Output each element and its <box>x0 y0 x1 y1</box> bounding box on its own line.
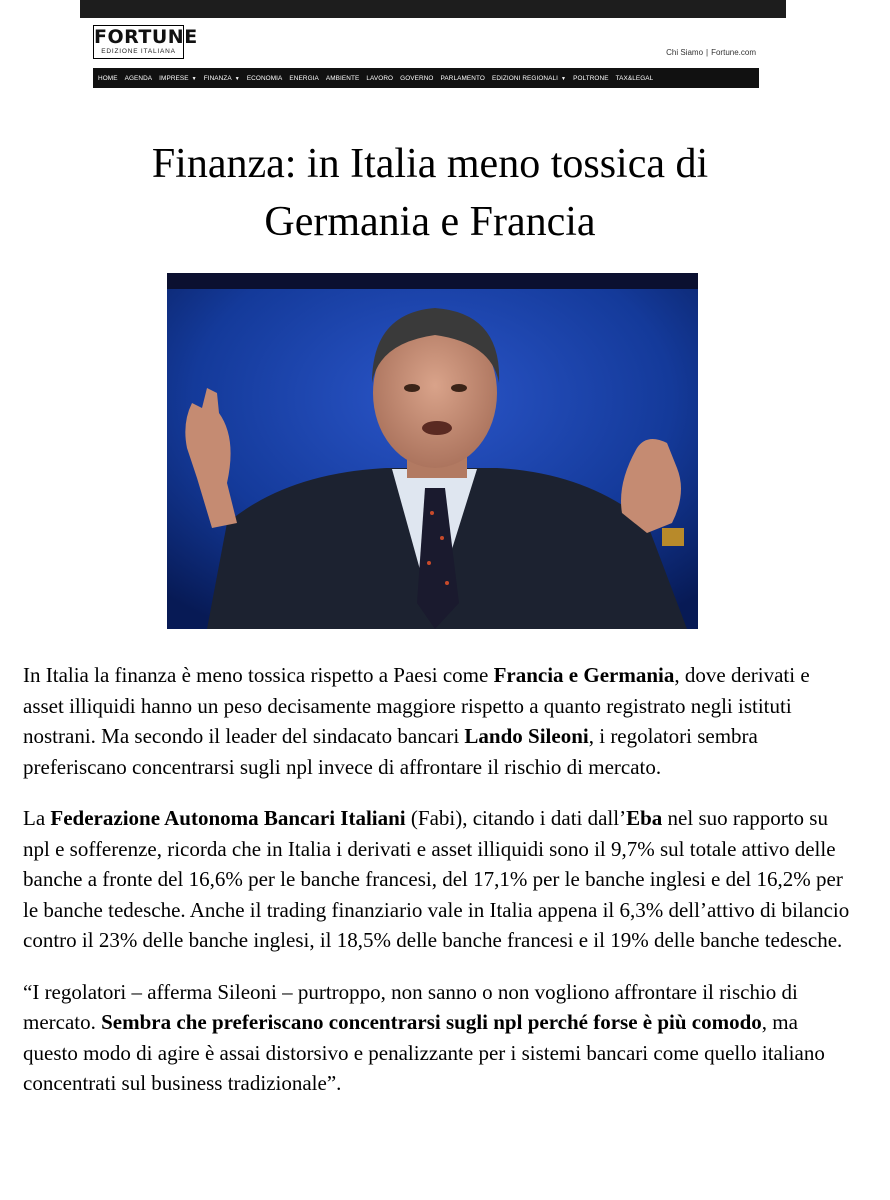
body-text: In Italia la finanza è meno tossica rispetto a Paesi come <box>23 663 494 687</box>
nav-item-energia[interactable] <box>289 75 318 82</box>
nav-item-label: POLTRONE <box>573 74 609 82</box>
title-line-1: Finanza: in Italia meno tossica di <box>151 141 709 187</box>
article-body <box>23 660 853 1120</box>
fortune-logo[interactable] <box>93 25 198 59</box>
main-nav <box>93 68 759 88</box>
link-chi-siamo[interactable]: Chi Siamo <box>666 48 704 57</box>
nav-item-label: FINANZA <box>203 74 232 82</box>
nav-item-poltrone[interactable] <box>573 75 608 82</box>
article-paragraph-1 <box>23 660 853 782</box>
nav-item-imprese[interactable] <box>159 75 197 82</box>
bold-text: Eba <box>626 806 663 830</box>
nav-item-label: IMPRESE <box>159 74 189 82</box>
link-fortune-com[interactable]: Fortune.com <box>711 48 756 57</box>
nav-item-edizioni-regionali[interactable] <box>492 75 566 82</box>
title-line-2: Germania e Francia <box>264 199 596 245</box>
body-text: , dove derivati e asset illiquidi hanno un peso decisamente maggiore rispetto a quanto registrato negli istituti nostrani. Ma secondo il leader del sindacato bancari <box>23 663 810 748</box>
nav-item-label: HOME <box>98 74 118 82</box>
nav-item-finanza[interactable] <box>204 75 240 82</box>
chevron-down-icon: ▼ <box>561 75 567 82</box>
link-separator: | <box>706 48 709 57</box>
speaker-portrait-image <box>167 273 698 629</box>
article-title <box>0 135 860 251</box>
nav-item-label: AMBIENTE <box>325 74 360 82</box>
article-paragraph-2 <box>23 803 853 956</box>
article-paragraph-3 <box>23 977 853 1099</box>
body-text: , i regolatori sembra preferiscano concentrarsi sugli npl invece di affrontare il rischio di mercato. <box>23 724 758 779</box>
nav-item-label: LAVORO <box>366 74 394 82</box>
body-text: “I regolatori – afferma Sileoni – purtroppo, non sanno o non vogliono affrontare il rischio di mercato. <box>23 979 798 1034</box>
nav-item-label: ENERGIA <box>289 74 319 82</box>
chevron-down-icon: ▼ <box>234 75 240 82</box>
bold-text: Sembra che preferiscano concentrarsi sugli npl perché forse è più comodo <box>101 1010 762 1034</box>
body-text: nel suo rapporto su npl e sofferenze, ricorda che in Italia i derivati e asset illiquidi sono il 9,7% sul totale attivo delle banche a fronte del 16,6% per le banche francesi, del 17,1% per le banche inglesi e del 16,2% per le banche tedesche. Anche il trading finanziario vale in Italia appena il 6,3% dell’attivo di bilancio contro il 23% delle banche inglesi, il 18,5% delle banche francesi e il 19% delle banche tedesche. <box>23 806 850 952</box>
nav-item-economia[interactable] <box>247 75 283 82</box>
nav-item-governo[interactable] <box>400 75 433 82</box>
nav-item-home[interactable] <box>98 75 118 82</box>
nav-item-ambiente[interactable] <box>326 75 359 82</box>
nav-item-label: EDIZIONI REGIONALI <box>491 74 559 82</box>
top-bar <box>80 0 786 18</box>
bold-text: Lando Sileoni <box>464 724 589 748</box>
body-text: La <box>23 806 51 830</box>
nav-item-tax-legal[interactable] <box>616 75 654 82</box>
bold-text: Francia e Germania <box>493 663 675 687</box>
nav-item-label: ECONOMIA <box>246 74 283 82</box>
nav-item-label: PARLAMENTO <box>440 74 485 82</box>
bold-text: Federazione Autonoma Bancari Italiani <box>50 806 406 830</box>
chevron-down-icon: ▼ <box>191 75 197 82</box>
nav-item-label: AGENDA <box>124 74 153 82</box>
logo-wordmark: FORTUNE <box>94 26 198 48</box>
nav-item-label: TAX&LEGAL <box>615 74 654 82</box>
nav-item-lavoro[interactable] <box>366 75 393 82</box>
nav-item-label: GOVERNO <box>400 74 434 82</box>
nav-item-agenda[interactable] <box>125 75 153 82</box>
nav-item-parlamento[interactable] <box>441 75 485 82</box>
body-text: , ma questo modo di agire è assai distorsivo e penalizzante per i sistemi bancari come quello italiano concentrati sul business tradizionale”. <box>23 1010 825 1095</box>
article-photo <box>167 273 698 629</box>
body-text: (Fabi), citando i dati dall’ <box>405 806 627 830</box>
header-links <box>666 48 756 57</box>
logo-subtitle: EDIZIONE ITALIANA <box>101 48 176 55</box>
